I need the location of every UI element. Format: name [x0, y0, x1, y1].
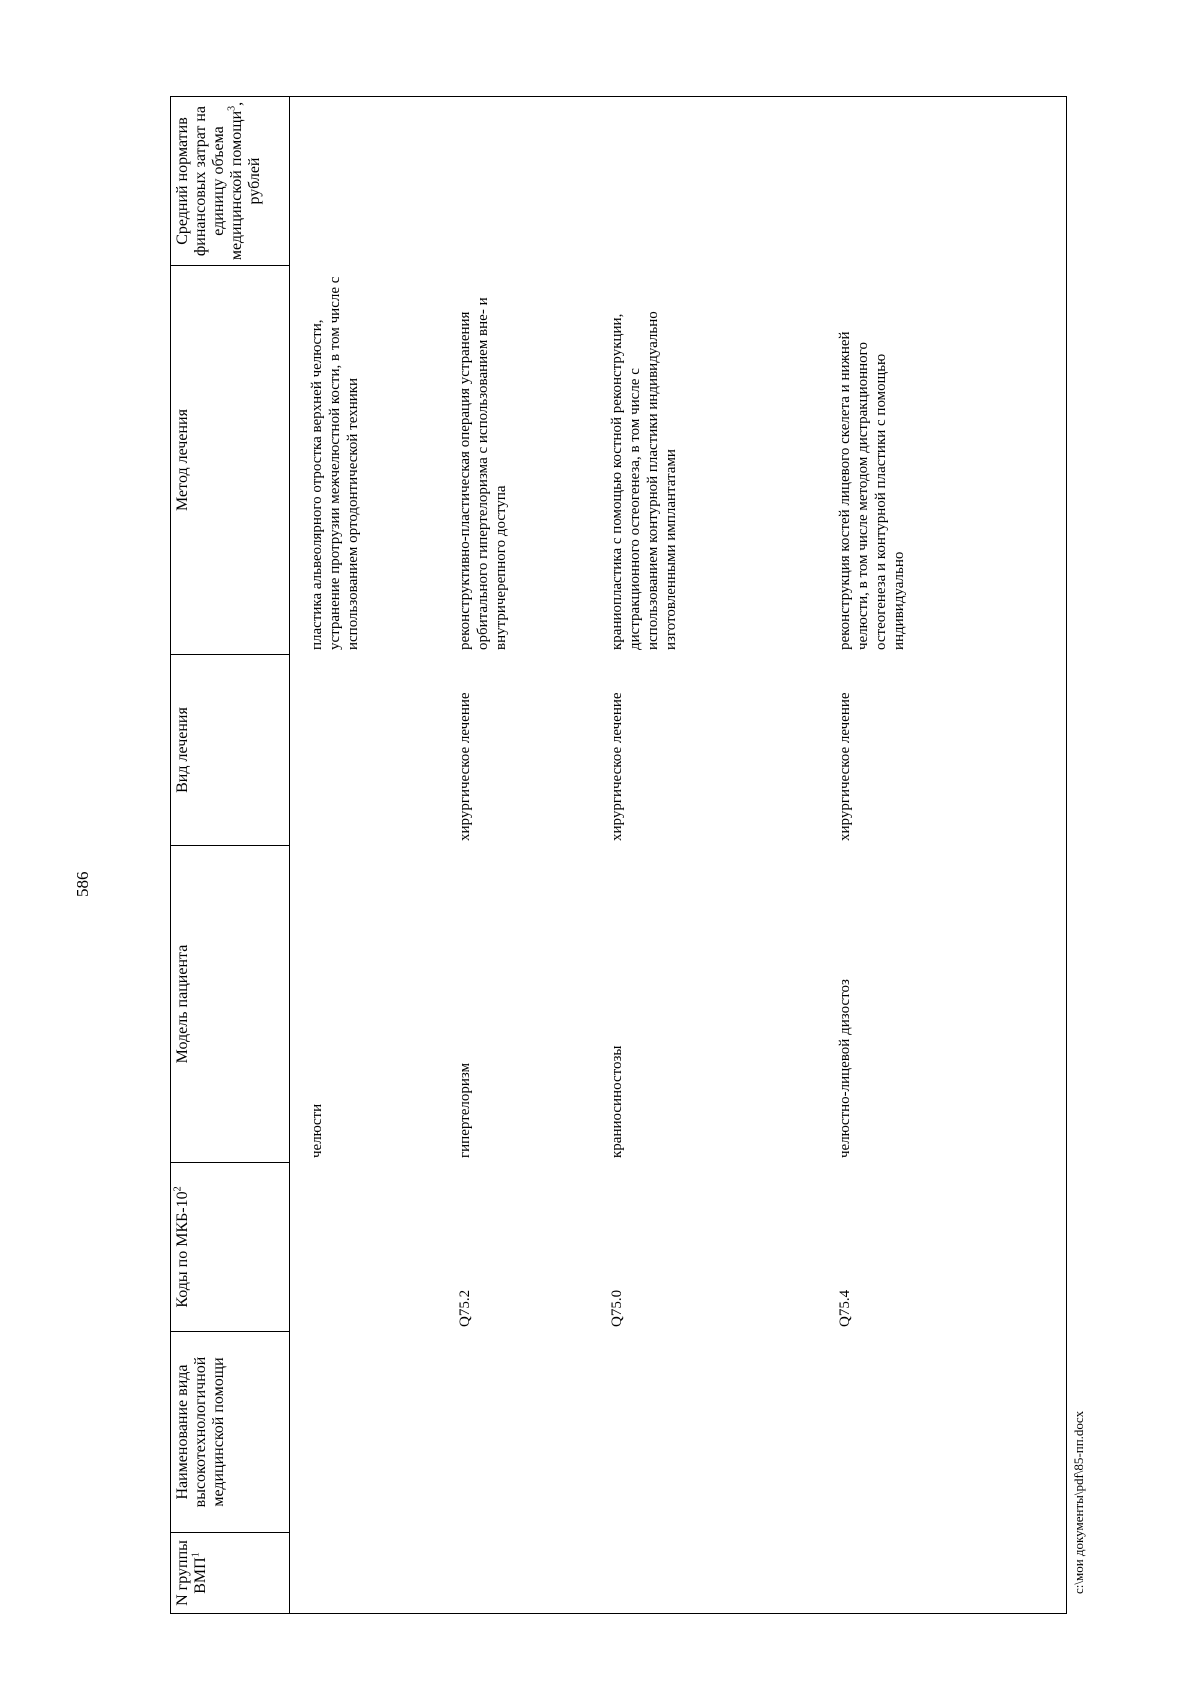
cell-codes: Q75.0 [609, 1289, 625, 1327]
cell-model: гипертелоризм [457, 1062, 473, 1158]
cell-cost [290, 97, 446, 266]
vmp-table [170, 96, 1067, 1614]
cell-treatment-type: хирургическое лечение [609, 692, 625, 841]
cell-treatment-type [290, 655, 446, 846]
header-care-name: Наименование вида высокотехнологичной медицинской помощи [171, 1332, 290, 1533]
cell-model: краниосиностозы [609, 1045, 625, 1158]
cell-name [606, 1332, 804, 1533]
header-cost: Средний норматив финансовых затрат на единицу объема медицинской помощи$^3$, рублей [171, 97, 290, 266]
cell-method: реконструктивно-пластическая операция устранения орбитального гипертелоризма с использованием вне- и внутричерепного доступа [457, 297, 509, 650]
cell-group [445, 1533, 606, 1614]
cell-codes: Q75.4 [804, 1163, 1067, 1332]
cell-treatment-type: хирургическое лечение [804, 655, 1067, 846]
table-header-row [171, 97, 290, 1614]
cell-codes: Q75.2 [457, 1289, 473, 1327]
header-icd-codes: Коды по МКБ-$10^2$ [171, 1163, 290, 1332]
cell-model: челюстно-лицевой дизостоз [804, 846, 1067, 1163]
footer-file-path: c:\мои документы\pdf\85-пп.docx [1071, 1410, 1086, 1594]
cell-group [804, 1533, 1067, 1614]
cell-method: реконструкция костей лицевого скелета и нижней челюсти, в том числе методом дистракционного остеогенеза и контурной пластики с помощью индивидуально [804, 266, 1067, 655]
cell-cost [606, 97, 804, 266]
header-treatment-method: Метод лечения [171, 266, 290, 655]
cell-group [290, 1533, 446, 1614]
cell-treatment-type: хирургическое лечение [457, 692, 473, 841]
cell-name [290, 1332, 446, 1533]
header-group-number: N группы ВМП$^1$ [171, 1533, 290, 1614]
cell-method: пластика альвеолярного отростка верхней челюсти, устранение протрузии межчелюстной кости, в том числе с использованием ортодонтической техники [309, 276, 361, 650]
table-row [290, 97, 446, 1614]
header-patient-model: Модель пациента [171, 846, 290, 1163]
cell-cost [445, 97, 606, 266]
cell-name [804, 1332, 1067, 1533]
table-row [804, 97, 1067, 1614]
cell-model: челюсти [309, 1103, 325, 1158]
header-treatment-type: Вид лечения [171, 655, 290, 846]
cell-name [445, 1332, 606, 1533]
cell-codes [290, 1163, 446, 1332]
table-row [606, 97, 804, 1614]
cell-group [606, 1533, 804, 1614]
page-number: 586 [73, 871, 92, 897]
table-row [445, 97, 606, 1614]
cell-cost [804, 97, 1067, 266]
cell-method: краниопластика с помощью костной реконструкции, дистракционного остеогенеза, в том числе с использованием контурной пластики индивидуально изготовленными имплантатами [609, 311, 679, 650]
